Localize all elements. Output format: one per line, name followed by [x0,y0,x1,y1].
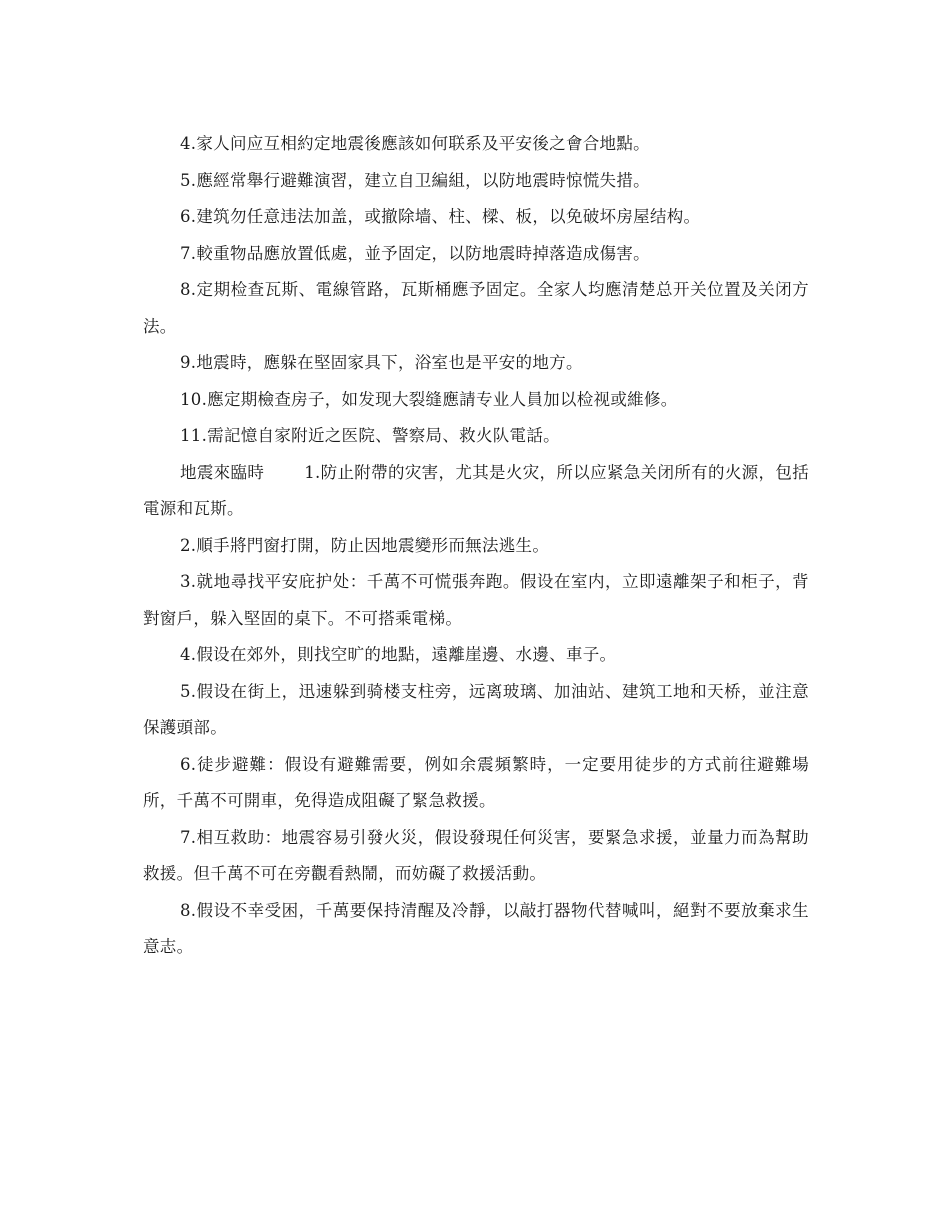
section-heading: 地震來臨時 [180,462,265,482]
section-item-4: 4.假设在郊外，則找空旷的地點，遠離崖邊、水邊、車子。 [180,645,617,664]
section-item-8: 8.假设不幸受困，千萬要保持清醒及冷靜，以敲打器物代替喊叫，絕對不要放棄求生意志。 [143,900,809,956]
document-body [143,126,809,966]
paragraph-item-10: 10.應定期檢查房子，如发现大裂缝應請专业人員加以检视或維修。 [180,389,678,409]
paragraph-item-9: 9.地震時，應躲在堅固家具下，浴室也是平安的地方。 [180,353,583,372]
section-item-5: 5.假设在街上，迅速躲到骑楼支柱旁，远离玻璃、加油站、建筑工地和天桥，並注意保護頭部。 [143,681,809,737]
paragraph-item-11: 11.需記憶自家附近之医院、警察局、救火队電話。 [180,426,560,445]
section-item-2: 2.順手將門窗打開，防止因地震變形而無法逃生。 [180,535,550,555]
section-item-3: 3.就地尋找平安庇护处：千萬不可慌張奔跑。假设在室内，立即遠離架子和柜子，背對窗戶，躲入堅固的桌下。不可搭乘電梯。 [143,572,809,628]
paragraph-item-7: 7.較重物品應放置低處，並予固定，以防地震時掉落造成傷害。 [180,243,650,263]
paragraph-item-6: 6.建筑勿任意违法加盖，或撤除墙、柱、樑、板，以免破坏房屋结构。 [180,207,701,226]
section-item-1: 1.防止附帶的灾害，尤其是火灾，所以应紧急关闭所有的火源，包括電源和瓦斯。 [143,462,810,518]
section-item-6: 6.徒步避難：假设有避難需要，例如余震頻繁時，一定要用徒步的方式前往避難場所，千萬不可開車，免得造成阻礙了緊急救援。 [143,754,809,810]
paragraph-item-4: 4.家人问应互相約定地震後應該如何联系及平安後之會合地點。 [180,134,650,153]
paragraph-item-8: 8.定期检查瓦斯、電線管路，瓦斯桶應予固定。全家人均應清楚总开关位置及关闭方法。 [143,280,809,336]
section-earthquake-arrival [143,455,809,528]
paragraph-item-5: 5.應經常舉行避難演習，建立自卫編組，以防地震時惊慌失措。 [180,170,650,190]
section-item-7: 7.相互救助：地震容易引發火災，假设發現任何災害，要緊急求援，並量力而為幫助救援。但千萬不可在旁觀看熱鬧，而妨礙了救援活動。 [143,827,809,883]
